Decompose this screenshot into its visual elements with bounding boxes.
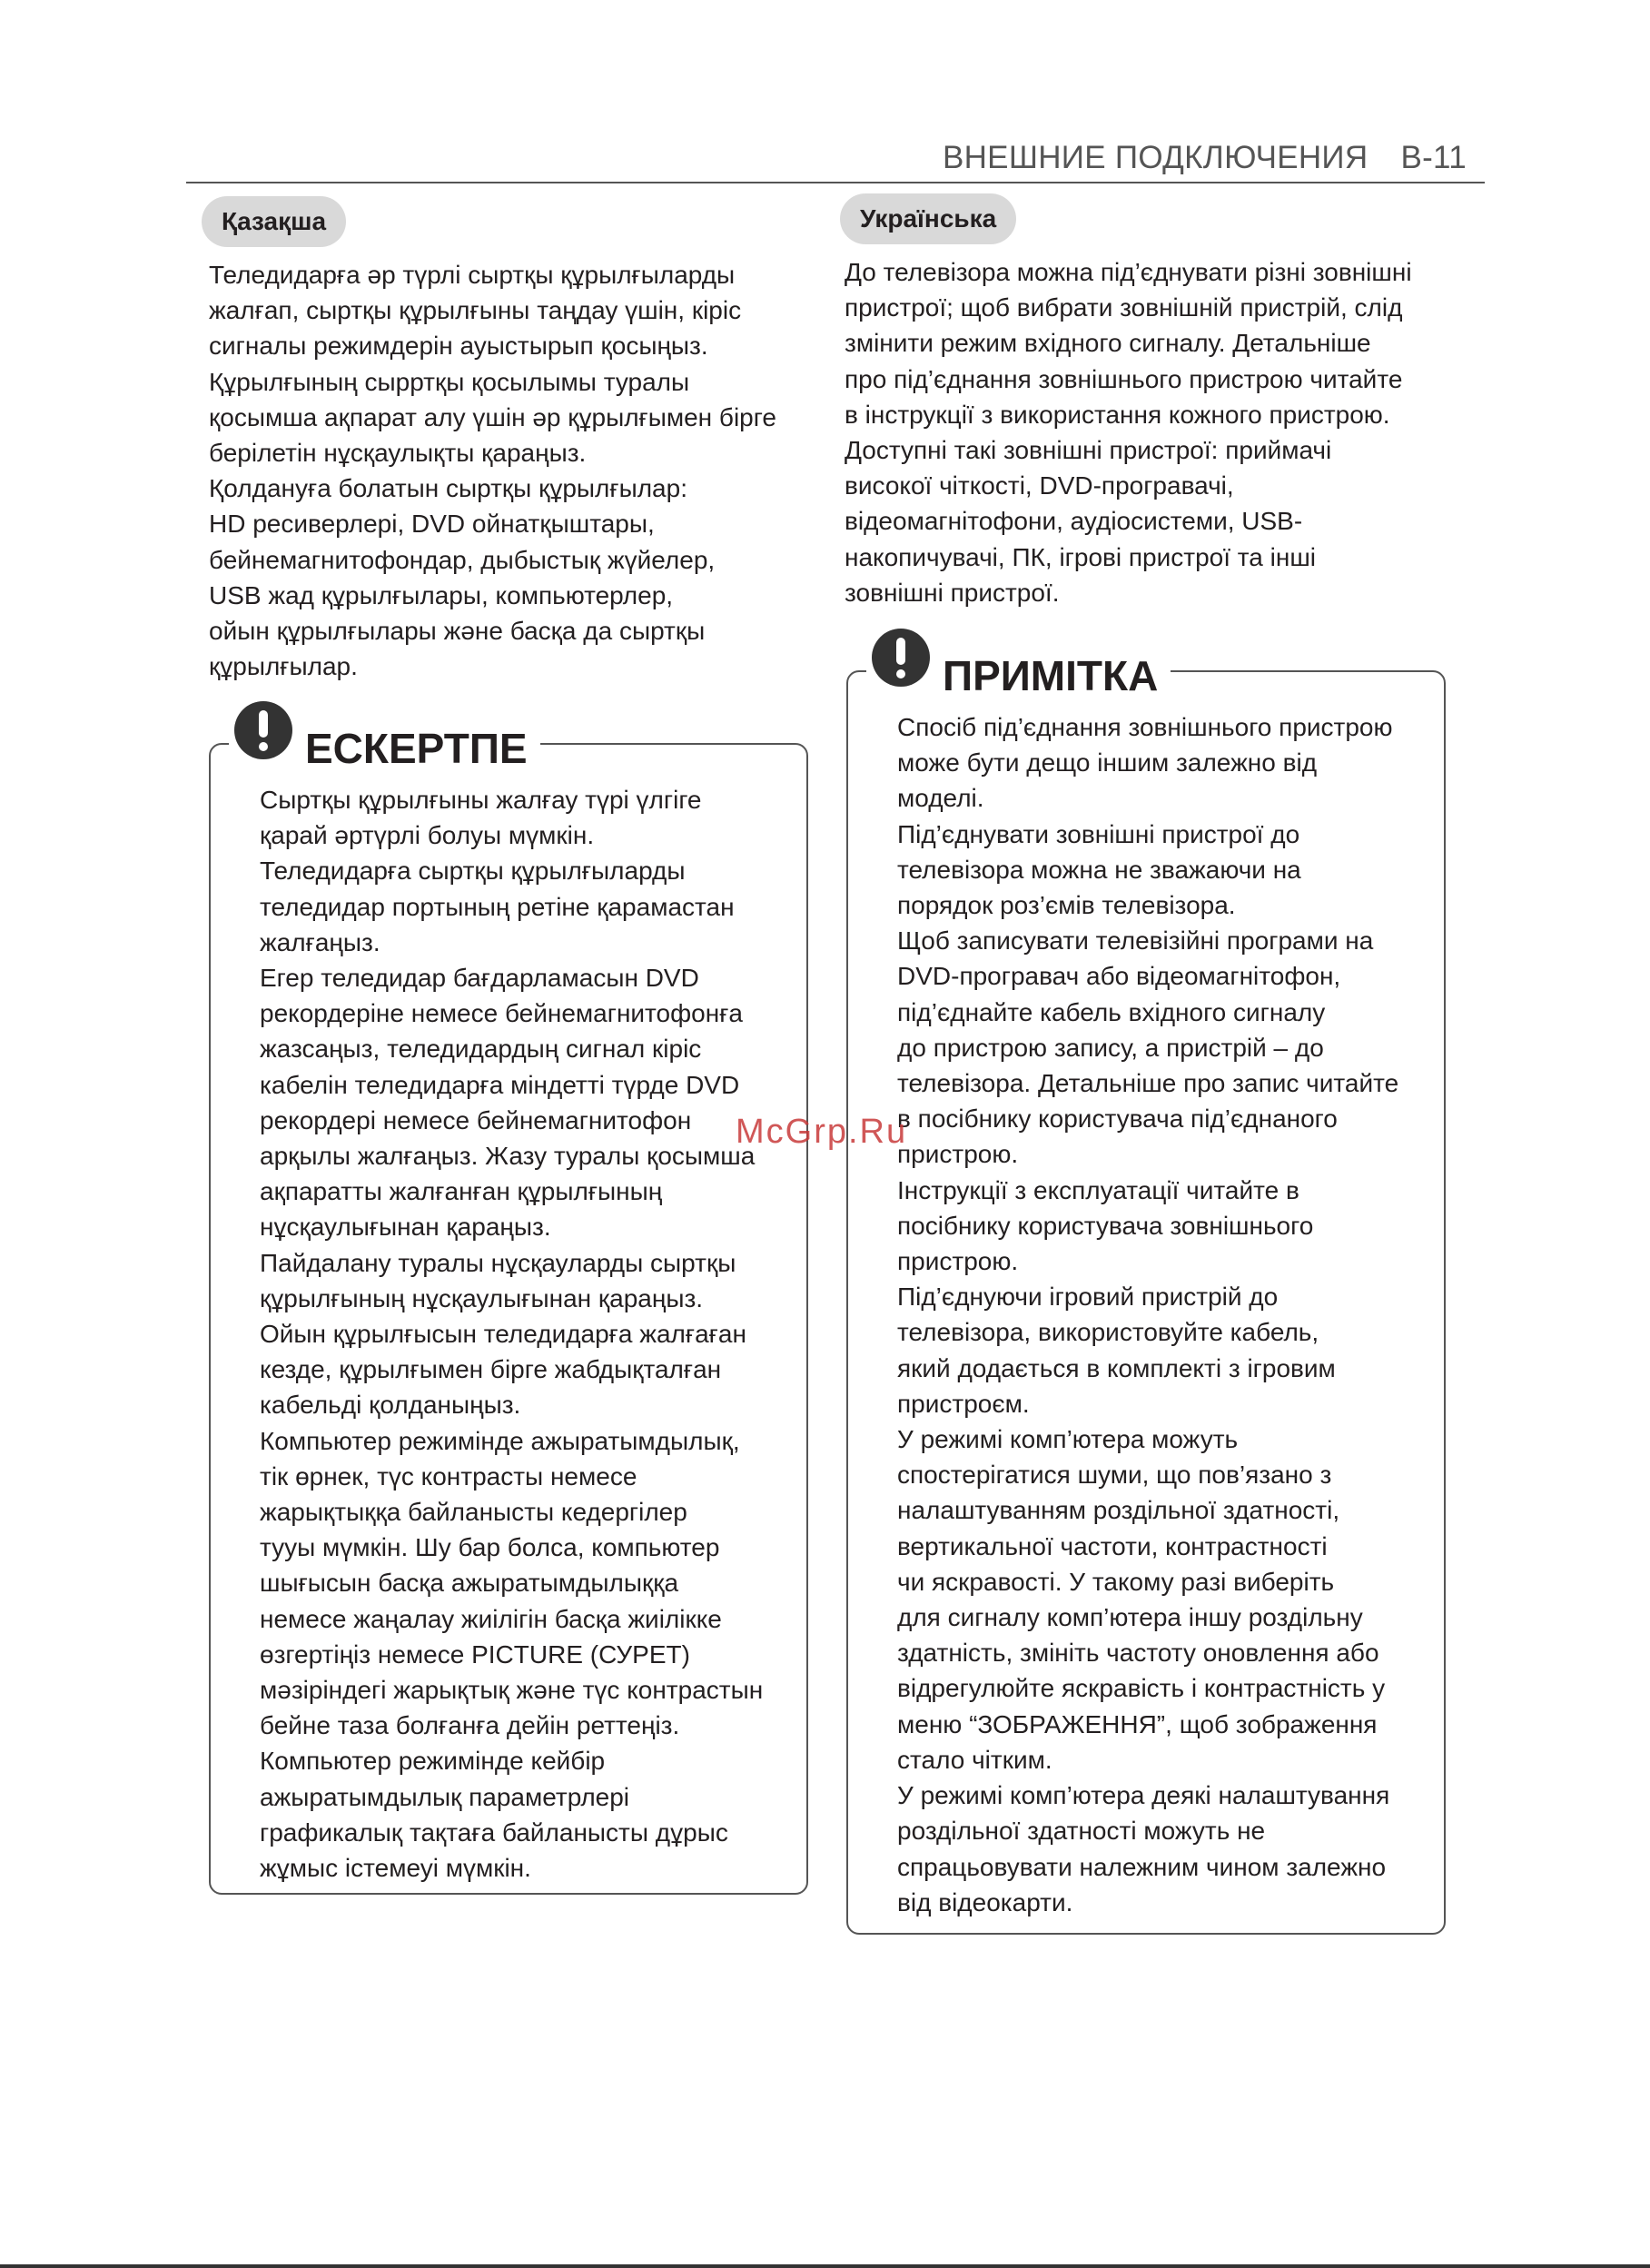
header-text [943,140,1467,176]
exclamation-icon [234,701,292,759]
kazakh-note-body: Сыртқы құрылғыны жалғау түрі үлгіге қарай әртүрлі болуы мүмкін. Теледидарға сыртқы құрылғыларды теледидар портының ретіне қарамастан жалғаңыз. Егер теледидар бағдарламасын DVD рекордеріне немесе бейнемагнитофонға жазсаңыз, теледидардың сигнал кіріс кабелін теледидарға міндетті түрде DVD рекордері немесе бейнемагнитофон арқылы жалғаңыз. Жазу туралы қосымша ақпаратты жалғанған құрылғының нұсқаулығынан қараңыз. Пайдалану туралы нұсқауларды сыртқы құрылғының нұсқаулығынан қараңыз. Ойын құрылғысын теледидарға жалғаған кезде, құрылғымен бірге жабдықталған кабельді қолданыңыз. Компьютер режимінде ажыратымдылық, тік өрнек, түс контрасты немесе жарықтыққа байланысты кедергілер тууы мүмкін. Шу бар болса, компьютер шығысын басқа ажыратымдылыққа немесе жаңалау жиілігін басқа жиілікке өзгертіңіз немесе PICTURE (СУРЕТ) мәзіріндегі жарықтық және түс контрастын бейне таза болғанға дейін реттеңіз. Компьютер режимінде кейбір ажыратымдылық параметрлері графикалық тақтаға байланысты дұрыс жұмыс істемеуі мүмкін. [260,786,764,1883]
bottom-border [0,2264,1650,2268]
language-label-ukrainian: Українська [840,193,1016,244]
section-title: ВНЕШНИЕ ПОДКЛЮЧЕНИЯ [942,140,1368,175]
ukrainian-note-box [846,652,1446,1935]
kazakh-note-header [229,701,540,774]
kazakh-note-box [209,725,808,1895]
page-number: B-11 [1400,140,1467,175]
exclamation-icon [872,629,930,687]
ukrainian-intro-text: До телевізора можна під’єднувати різні зовнішні пристрої; щоб вибрати зовнішній пристрій, слід змінити режим вхідного сигналу. Детальніше про під’єднання зовнішнього пристрою читайте в інструкції з використання кожного пристрою. Доступні такі зовнішні пристрої: приймачі високої чіткості, DVD-програвачі, відеомагнітофони, аудіосистеми, USB- накопичувачі, ПК, ігрові пристрої та інші зовнішні пристрої. [845,258,1412,607]
watermark: McGrp.Ru [736,1113,908,1151]
ukrainian-note-title: ПРИМІТКА [943,652,1159,699]
page-header [186,138,1485,183]
ukrainian-note-header [866,629,1171,701]
kazakh-intro-text: Теледидарға әр түрлі сыртқы құрылғыларды жалғап, сыртқы құрылғыны таңдау үшін, кіріс сигналы режимдерін ауыстырып қосыңыз. Құрылғының сырртқы қосылымы туралы қосымша ақпарат алу үшін әр құрылғымен бірге берілетін нұсқаулықты қараңыз. Қолдануға болатын сыртқы құрылғылар: HD ресиверлері, DVD ойнатқыштары, бейнемагнитофондар, дыбыстық жүйелер, USB жад құрылғылары, компьютерлер, ойын құрылғылары және басқа да сыртқы құрылғылар. [209,261,776,681]
ukrainian-note-body: Спосіб під’єднання зовнішнього пристрою може бути дещо іншим залежно від моделі. Під’єднувати зовнішні пристрої до телевізора можна не зважаючи на порядок роз’ємів телевізора. Щоб записувати телевізійні програми на DVD-програвач або відеомагнітофон, під’єднайте кабель вхідного сигналу до пристрою запису, а пристрій – до телевізора. Детальніше про запис читайте в посібнику користувача під’єднаного пристрою. Інструкції з експлуатації читайте в посібнику користувача зовнішнього пристрою. Під’єднуючи ігровий пристрій до телевізора, використовуйте кабель, який додається в комплекті з ігровим пристроєм. У режимі комп’ютера можуть спостерігатися шуми, що пов’язано з налаштуванням роздільної здатності, вертикальної частоти, контрастності чи яскравості. У такому разі виберіть для сигналу комп’ютера іншу роздільну здатність, змініть частоту оновлення або відрегулюйте яскравість і контрастність у меню “ЗОБРАЖЕННЯ”, щоб зображення стало чітким. У режимі комп’ютера деякі налаштування роздільної здатності можуть не спрацьовувати належним чином залежно від відеокарти. [897,713,1399,1916]
kazakh-note-title: ЕСКЕРТПЕ [305,725,528,772]
language-label-kazakh: Қазақша [202,196,346,247]
